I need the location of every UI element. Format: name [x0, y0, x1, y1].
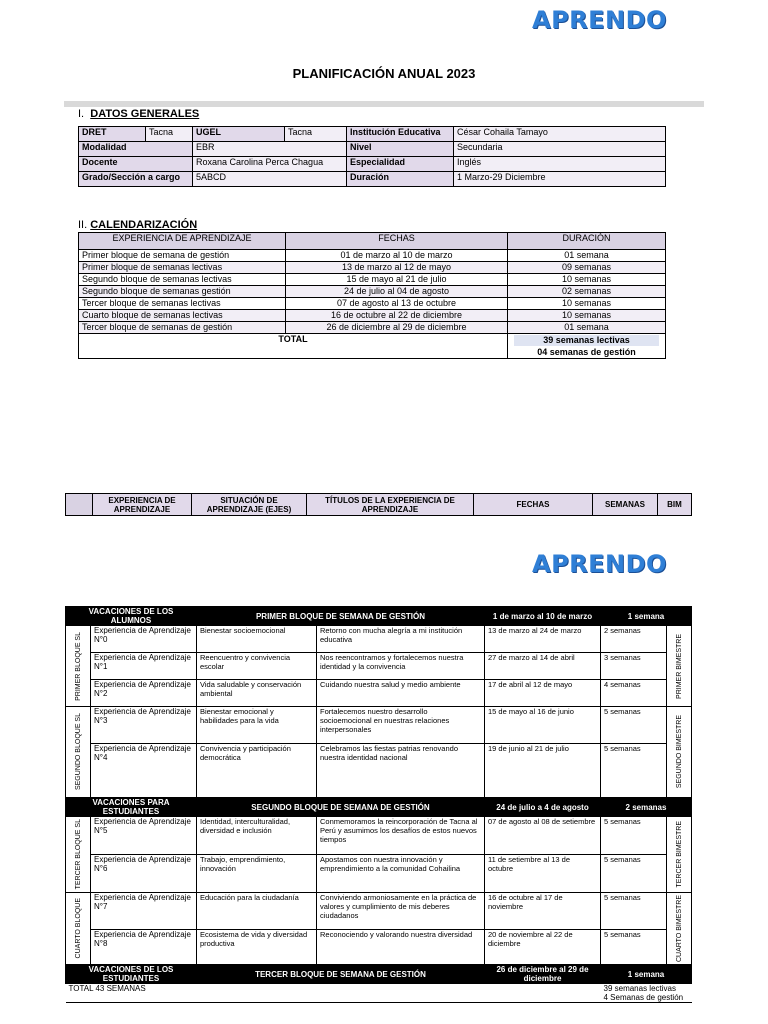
total-row [66, 984, 692, 1003]
header-fechas: FECHAS [474, 494, 593, 516]
block-label: SEGUNDO BLOQUE SL [66, 707, 91, 798]
especialidad-value: Inglés [454, 157, 666, 172]
table-row: PRIMER BLOQUE SL Experiencia de Aprendizaje N°0 Bienestar socioemocional Retorno con mucha alegría a mi institución educativa 13 de marzo al 24 de marzo 2 semanas PRIMER BIMESTRE [66, 626, 692, 653]
table-row: TERCER BLOQUE SL Experiencia de Aprendizaje N°5 Identidad, interculturalidad, diversidad e inclusión Conmemoramos la reincorporación de Tacna al Perú y asumimos los desafíos de estos nuevos tiempos 07 de agosto al 08 de setiembre 5 semanas TERCER BIMESTRE [66, 817, 692, 855]
table-row: Experiencia de Aprendizaje N°2 Vida saludable y conservación ambiental Cuidando nuestra salud y medio ambiente 17 de abril al 12 de mayo 4 semanas [66, 680, 692, 707]
bim-label: CUARTO BIMESTRE [667, 893, 692, 965]
bim-label: TERCER BIMESTRE [667, 817, 692, 893]
gestion-row: VACACIONES DE LOS ALUMNOS PRIMER BLOQUE DE SEMANA DE GESTIÓN 1 de marzo al 10 de marzo 1 semana [66, 607, 692, 626]
ugel-value: Tacna [285, 127, 347, 142]
modalidad-label: Modalidad [79, 142, 193, 157]
table-row: Segundo bloque de semanas lectivas 15 de mayo al 21 de julio 10 semanas [79, 274, 666, 286]
header-situacion: SITUACIÓN DE APRENDIZAJE (EJES) [192, 494, 307, 516]
nivel-value: Secundaria [454, 142, 666, 157]
table-row: Experiencia de Aprendizaje N°8 Ecosistema de vida y diversidad productiva Reconociendo y valorando nuestra diversidad 20 de noviembre al 22 de diciembre 5 semanas [66, 930, 692, 965]
total-weeks [508, 334, 666, 359]
header-duracion: DURACIÓN [508, 233, 666, 250]
duracion-label: Duración [347, 172, 454, 187]
duracion-value: 1 Marzo-29 Diciembre [454, 172, 666, 187]
table-row: CUARTO BLOQUE Experiencia de Aprendizaje N°7 Educación para la ciudadanía Conviviendo armoniosamente en la práctica de valores y cumplimiento de mis deberes ciudadanos 16 de octubre al 17 de noviembre 5 semanas CUARTO BIMESTRE [66, 893, 692, 930]
calendarizacion-table [78, 232, 666, 359]
table-row: Experiencia de Aprendizaje N°6 Trabajo, emprendimiento, innovación Apostamos con nuestra innovación y emprendimiento a la comunidad Cohailina 11 de setiembre al 13 de octubre 5 semanas [66, 855, 692, 893]
header-bim: BIM [658, 494, 692, 516]
ie-label: Institución Educativa [347, 127, 454, 142]
planificacion-table [65, 606, 692, 1003]
table-row: SEGUNDO BLOQUE SL Experiencia de Aprendizaje N°3 Bienestar emocional y habilidades para la vida Fortalecemos nuestro desarrollo socioemocional en nuestras relaciones interpersonales 15 de mayo al 16 de junio 5 semanas SEGUNDO BIMESTRE [66, 707, 692, 744]
bim-label: SEGUNDO BIMESTRE [667, 707, 692, 798]
table-row: Tercer bloque de semanas de gestión 26 de diciembre al 29 de diciembre 01 semana [79, 322, 666, 334]
grado-value: 5ABCD [193, 172, 347, 187]
nivel-label: Nivel [347, 142, 454, 157]
ugel-label: UGEL [193, 127, 285, 142]
modalidad-value: EBR [193, 142, 347, 157]
total-weeks: 39 semanas lectivas 4 Semanas de gestión [601, 984, 692, 1003]
section-heading-calendarizacion: II. CALENDARIZACIÓN [78, 219, 198, 231]
header-semanas: SEMANAS [593, 494, 658, 516]
dret-label: DRET [79, 127, 146, 142]
header-blank [66, 494, 93, 516]
block-label: PRIMER BLOQUE SL [66, 626, 91, 707]
total-label: TOTAL [79, 334, 508, 359]
gestion-row: VACACIONES PARA ESTUDIANTES SEGUNDO BLOQUE DE SEMANA DE GESTIÓN 24 de julio a 4 de agosto 2 semanas [66, 798, 692, 817]
total-label: TOTAL 43 SEMANAS [66, 984, 601, 1003]
header-fechas: FECHAS [286, 233, 508, 250]
aprendo-logo: APRENDO [532, 550, 667, 578]
planificacion-header-table [65, 493, 692, 516]
especialidad-label: Especialidad [347, 157, 454, 172]
gestion-row: VACACIONES DE LOS ESTUDIANTES TERCER BLOQUE DE SEMANA DE GESTIÓN 26 de diciembre al 29 de diciembre 1 semana [66, 965, 692, 984]
grado-label: Grado/Sección a cargo [79, 172, 193, 187]
bim-label: PRIMER BIMESTRE [667, 626, 692, 707]
block-label: CUARTO BLOQUE [66, 893, 91, 965]
ie-value: César Cohaila Tamayo [454, 127, 666, 142]
table-row: Experiencia de Aprendizaje N°1 Reencuentro y convivencia escolar Nos reencontramos y fortalecemos nuestra identidad y la convivencia 27 de marzo al 14 de abril 3 semanas [66, 653, 692, 680]
docente-value: Roxana Carolina Perca Chagua [193, 157, 347, 172]
table-row: Primer bloque de semanas lectivas 13 de marzo al 12 de mayo 09 semanas [79, 262, 666, 274]
section-heading-datos: I. DATOS GENERALES [78, 108, 200, 120]
table-row: Primer bloque de semana de gestión 01 de marzo al 10 de marzo 01 semana [79, 250, 666, 262]
table-row: Tercer bloque de semanas lectivas 07 de agosto al 13 de octubre 10 semanas [79, 298, 666, 310]
total-gestion: 04 semanas de gestión [537, 347, 636, 357]
block-label: TERCER BLOQUE SL [66, 817, 91, 893]
header-experiencia: EXPERIENCIA DE APRENDIZAJE [93, 494, 192, 516]
total-lectivas: 39 semanas lectivas [514, 335, 659, 346]
datos-generales-table [78, 126, 666, 187]
header-experiencia: EXPERIENCIA DE APRENDIZAJE [79, 233, 286, 250]
page-title: PLANIFICACIÓN ANUAL 2023 [292, 66, 476, 81]
header-titulos: TÍTULOS DE LA EXPERIENCIA DE APRENDIZAJE [307, 494, 474, 516]
table-row: Cuarto bloque de semanas lectivas 16 de octubre al 22 de diciembre 10 semanas [79, 310, 666, 322]
divider [64, 101, 704, 107]
table-row: Experiencia de Aprendizaje N°4 Convivencia y participación democrática Celebramos las fiestas patrias renovando nuestra identidad nacional 19 de junio al 21 de julio 5 semanas [66, 744, 692, 798]
aprendo-logo: APRENDO [532, 6, 667, 34]
total-row [79, 334, 666, 359]
table-row: Segundo bloque de semanas gestión 24 de julio al 04 de agosto 02 semanas [79, 286, 666, 298]
dret-value: Tacna [146, 127, 193, 142]
docente-label: Docente [79, 157, 193, 172]
